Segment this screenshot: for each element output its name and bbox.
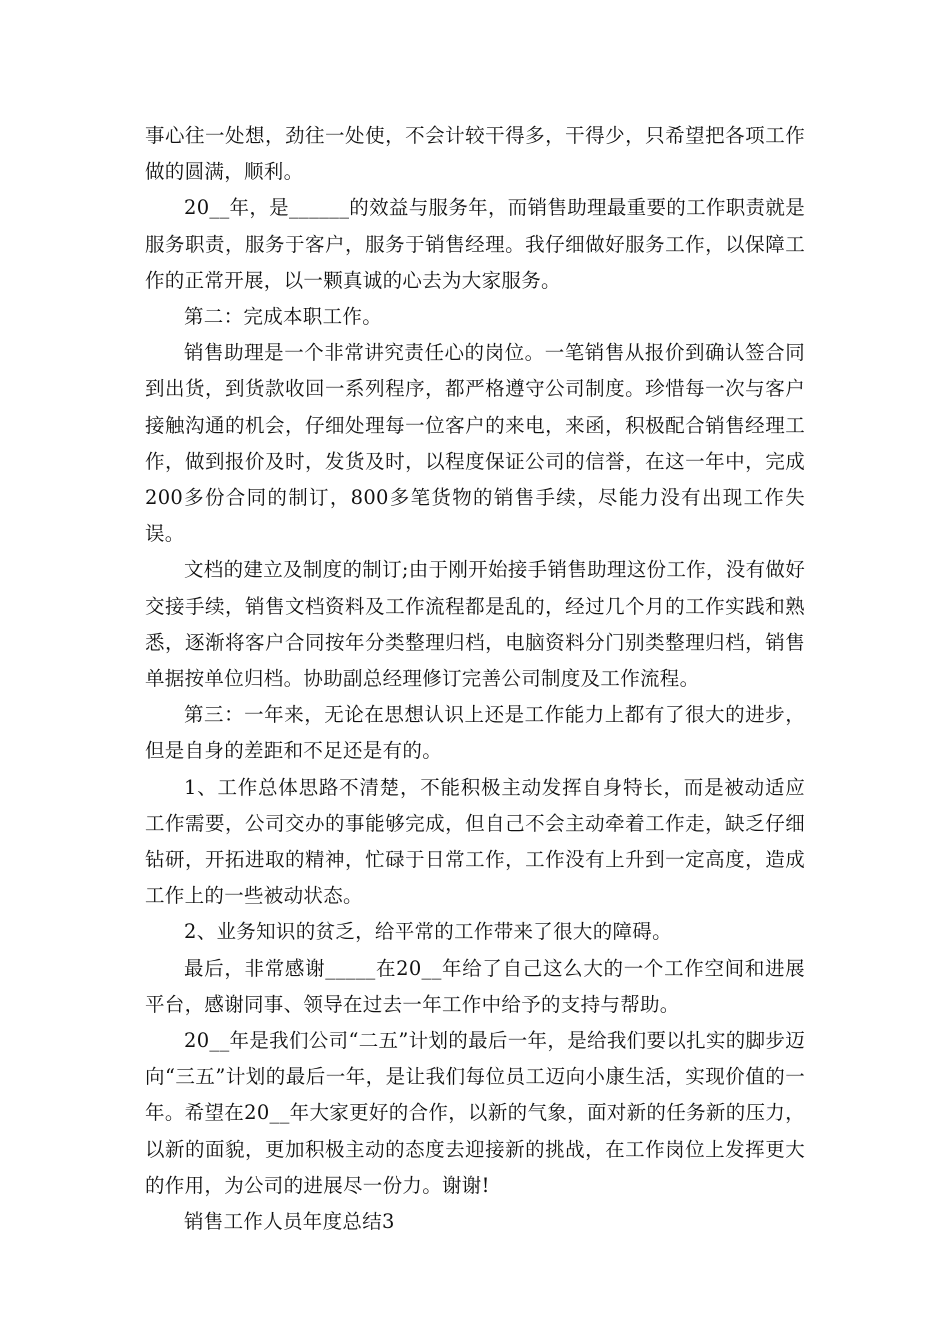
paragraph-point-1: 1、工作总体思路不清楚，不能积极主动发挥自身特长，而是被动适应工作需要，公司交办的事能够完成，但自己不会主动牵着工作走，缺乏仔细钻研，开拓进取的精神，忙碌于日常工作，工作没有上升到一定高度，造成工作上的一些被动状态。 [145, 775, 805, 908]
paragraph-documents: 文档的建立及制度的制订;由于刚开始接手销售助理这份工作，没有做好交接手续，销售文档资料及工作流程都是乱的，经过几个月的工作实践和熟悉，逐渐将客户合同按年分类整理归档，电脑资料分门别类整理归档，销售单据按单位归档。协助副总经理修订完善公司制度及工作流程。 [145, 558, 805, 691]
paragraph-continued: 事心往一处想，劲往一处使，不会计较干得多，干得少，只希望把各项工作做的圆满，顺利。 [145, 124, 805, 184]
next-section-title: 销售工作人员年度总结3 [184, 1210, 395, 1234]
paragraph-point-2: 2、业务知识的贫乏，给平常的工作带来了很大的障碍。 [184, 920, 672, 944]
paragraph-sales-assistant: 销售助理是一个非常讲究责任心的岗位。一笔销售从报价到确认签合同到出货，到货款收回一系列程序，都严格遵守公司制度。珍惜每一次与客户接触沟通的机会，仔细处理每一位客户的来电，来函，积极配合销售经理工作，做到报价及时，发货及时，以程度保证公司的信誉，在这一年中，完成200多份合同的制订，800多笔货物的销售手续，尽能力没有出现工作失误。 [145, 341, 805, 546]
section-heading-second: 第二：完成本职工作。 [184, 305, 383, 329]
document-page [145, 118, 805, 1240]
paragraph-thanks: 最后，非常感谢_____在20__年给了自己这么大的一个工作空间和进展平台，感谢同事、领导在过去一年工作中给予的支持与帮助。 [145, 956, 805, 1016]
section-heading-third: 第三：一年来，无论在思想认识上还是工作能力上都有了很大的进步，但是自身的差距和不足还是有的。 [145, 703, 805, 763]
paragraph-service-year: 20__年，是______的效益与服务年，而销售助理最重要的工作职责就是服务职责，服务于客户，服务于销售经理。我仔细做好服务工作，以保障工作的正常开展，以一颗真诚的心去为大家服务。 [145, 196, 805, 292]
paragraph-plan: 20__年是我们公司“二五”计划的最后一年，是给我们要以扎实的脚步迈向“三五”计划的最后一年，是让我们每位员工迈向小康生活，实现价值的一年。希望在20__年大家更好的合作，以新的气象，面对新的任务新的压力，以新的面貌，更加积极主动的态度去迎接新的挑战，在工作岗位上发挥更大的作用，为公司的进展尽一份力。谢谢! [145, 1029, 805, 1197]
